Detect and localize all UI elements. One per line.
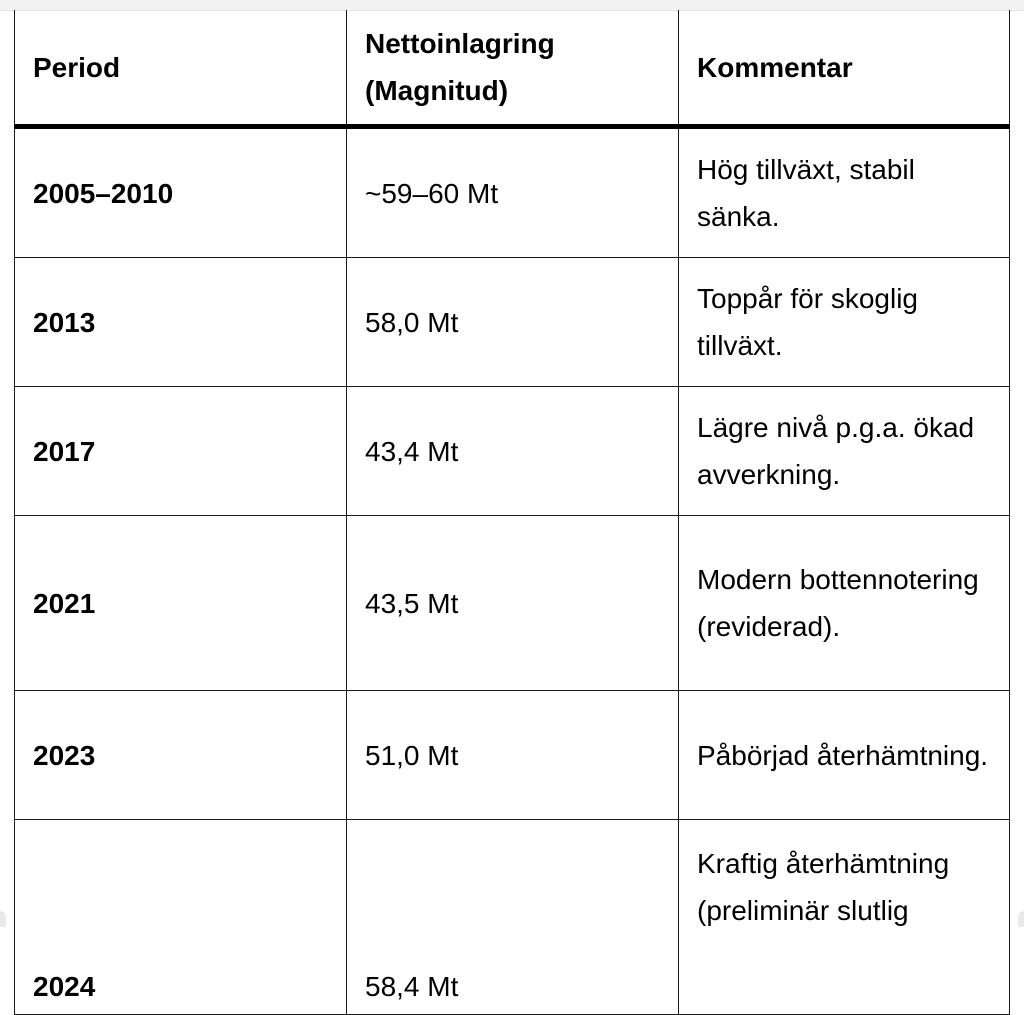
table-body <box>15 127 1010 1015</box>
table-row <box>15 691 1010 820</box>
period-cell: 2005–2010 <box>15 127 347 258</box>
comment-cell: Lägre nivå p.g.a. ökad avverkning. <box>679 387 1010 516</box>
header-comment: Kommentar <box>679 10 1010 127</box>
header-period: Period <box>15 10 347 127</box>
comment-cell: Toppår för skoglig tillväxt. <box>679 258 1010 387</box>
period-cell: 2023 <box>15 691 347 820</box>
storage-cell: 58,0 Mt <box>347 258 679 387</box>
storage-cell: 58,4 Mt <box>347 820 679 1015</box>
storage-cell: 51,0 Mt <box>347 691 679 820</box>
period-cell: 2021 <box>15 516 347 691</box>
table-row <box>15 820 1010 1015</box>
table-header <box>15 10 1010 127</box>
table-row <box>15 516 1010 691</box>
period-cell: 2024 <box>15 820 347 1015</box>
bottom-left-corner <box>0 911 6 927</box>
comment-cell: Hög tillväxt, stabil sänka. <box>679 127 1010 258</box>
storage-cell: ~59–60 Mt <box>347 127 679 258</box>
header-net-storage: Nettoinlagring (Magnitud) <box>347 10 679 127</box>
comment-cell: Kraftig återhämtning (preliminär slutlig <box>679 820 1010 1015</box>
table-row <box>15 258 1010 387</box>
bottom-right-corner <box>1018 911 1024 927</box>
carbon-storage-table <box>14 10 1010 1015</box>
table-row <box>15 387 1010 516</box>
period-cell: 2017 <box>15 387 347 516</box>
storage-cell: 43,4 Mt <box>347 387 679 516</box>
table-row <box>15 127 1010 258</box>
comment-cell: Modern bottennotering (reviderad). <box>679 516 1010 691</box>
period-cell: 2013 <box>15 258 347 387</box>
comment-cell: Påbörjad återhämtning. <box>679 691 1010 820</box>
storage-cell: 43,5 Mt <box>347 516 679 691</box>
header-row <box>15 10 1010 127</box>
